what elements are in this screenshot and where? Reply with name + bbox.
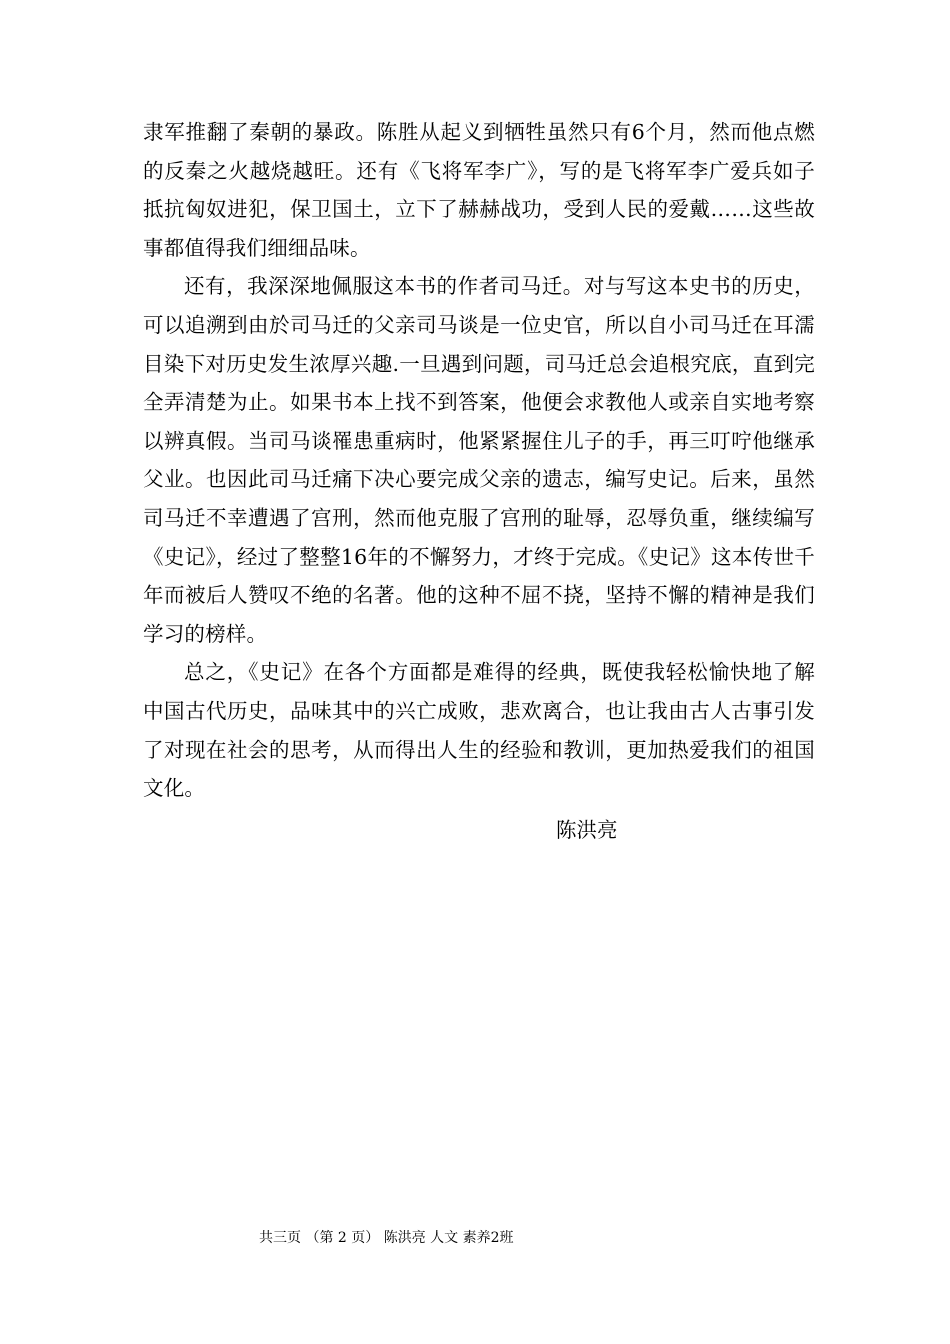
paragraph-3: 总之，《史记》在各个方面都是难得的经典，既使我轻松愉快地了解中国古代历史，品味其中的兴亡成败，悲欢离合，也让我由古人古事引发了对现在社会的思考，从而得出人生的经验和教训，更加热爱我们的祖国文化。 — [143, 660, 815, 801]
document-body — [143, 113, 815, 808]
paragraph-2: 还有，我深深地佩服这本书的作者司马迁。对与写这本史书的历史，可以追溯到由於司马迁的父亲司马谈是一位史官，所以自小司马迁在耳濡目染下对历史发生浓厚兴趣.一旦遇到问题，司马迁总会追根究底，直到完全弄清楚为止。如果书本上找不到答案，他便会求教他人或亲自实地考察以辨真假。当司马谈罹患重病时，他紧紧握住儿子的手，再三叮咛他继承父业。也因此司马迁痛下决心要完成父亲的遗志，编写史记。后来，虽然司马迁不幸遭遇了宫刑，然而他克服了宫刑的耻辱，忍辱负重，继续编写《史记》，经过了整整16年的不懈努力，才终于完成。《史记》这本传世千年而被后人赞叹不绝的名著。他的这种不屈不挠，坚持不懈的精神是我们学习的榜样。 — [143, 274, 815, 646]
paragraph-1: 隶军推翻了秦朝的暴政。陈胜从起义到牺牲虽然只有6个月，然而他点燃的反秦之火越烧越旺。还有《飞将军李广》，写的是飞将军李广爱兵如子抵抗匈奴进犯，保卫国土，立下了赫赫战功，受到人民的爱戴……这些故事都值得我们细细品味。 — [143, 120, 815, 260]
author-signature: 陈洪亮 — [556, 818, 618, 842]
page-footer: 共三页 （第 2 页） 陈洪亮 人文 素养2班 — [259, 1230, 514, 1246]
